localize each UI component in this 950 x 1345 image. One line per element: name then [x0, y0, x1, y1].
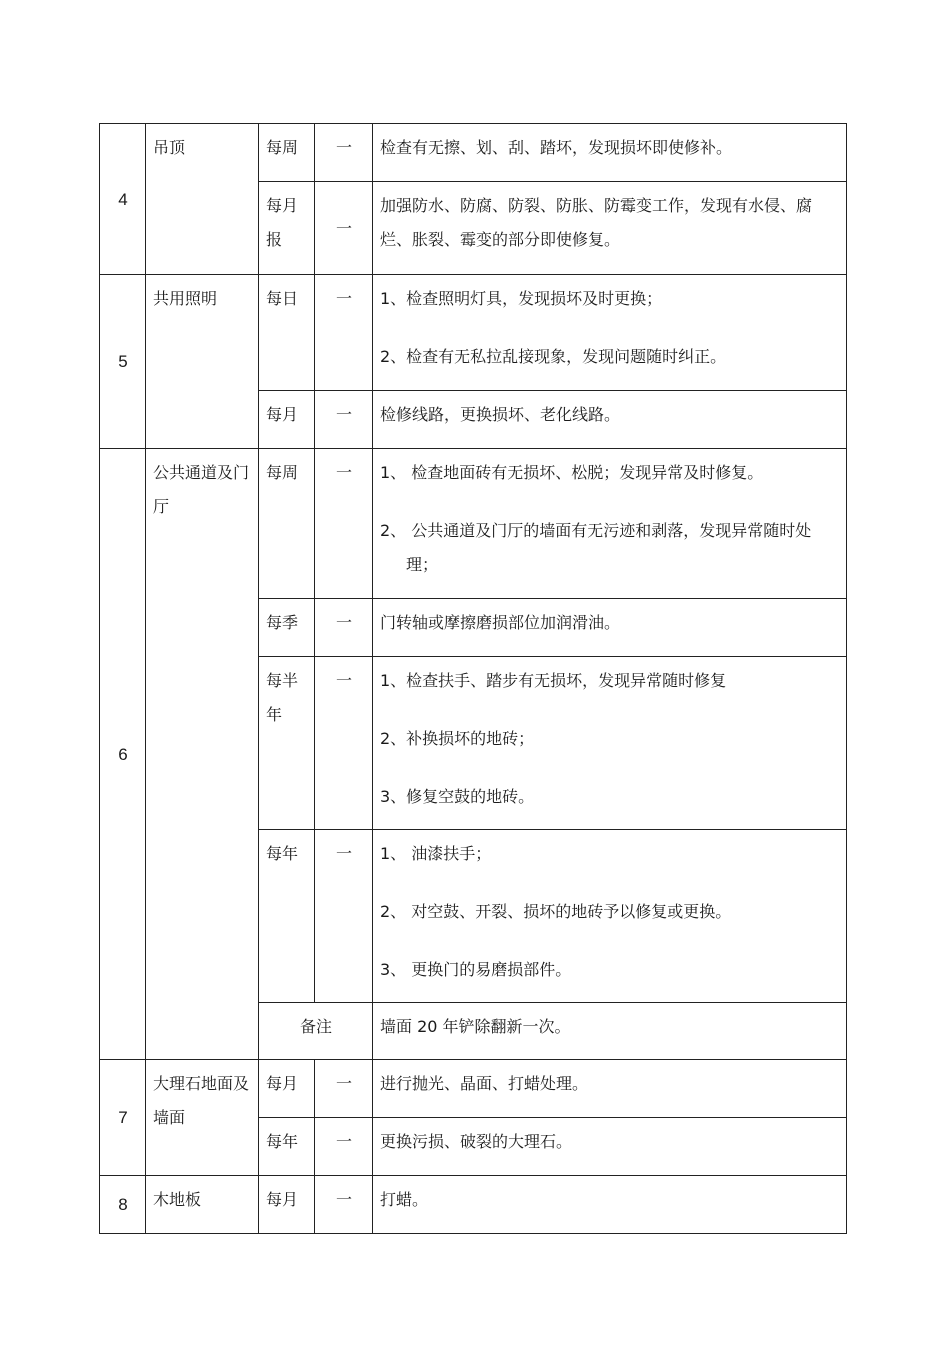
mark: 一	[315, 1060, 373, 1118]
item-name: 木地板	[146, 1176, 259, 1234]
frequency: 每季	[259, 599, 315, 657]
row-number: 6	[100, 449, 146, 1060]
content	[373, 830, 847, 1003]
mark: 一	[315, 182, 373, 275]
item-name: 吊顶	[146, 124, 259, 275]
content	[373, 275, 847, 391]
table-row	[100, 449, 847, 599]
mark: 一	[315, 657, 373, 830]
content-line: 打蜡。	[380, 1190, 429, 1209]
frequency: 每月报	[259, 182, 315, 275]
content	[373, 1060, 847, 1118]
mark: 一	[315, 449, 373, 599]
content-line: 1、检查扶手、踏步有无损坏，发现异常随时修复	[380, 671, 727, 690]
frequency: 每年	[259, 1118, 315, 1176]
note-content: 墙面 20 年铲除翻新一次。	[373, 1003, 847, 1060]
item-name: 大理石地面及墙面	[146, 1060, 259, 1176]
frequency: 每年	[259, 830, 315, 1003]
frequency: 每半年	[259, 657, 315, 830]
content	[373, 1118, 847, 1176]
mark: 一	[315, 830, 373, 1003]
content-line: 3、修复空鼓的地砖。	[380, 787, 535, 806]
frequency: 每月	[259, 1176, 315, 1234]
content	[373, 182, 847, 275]
content	[373, 124, 847, 182]
content	[373, 1176, 847, 1234]
content-line: 2、检查有无私拉乱接现象，发现问题随时纠正。	[380, 347, 727, 366]
content	[373, 599, 847, 657]
content-line: 更换污损、破裂的大理石。	[380, 1132, 573, 1151]
row-number: 7	[100, 1060, 146, 1176]
note-label: 备注	[259, 1003, 373, 1060]
content-line: 2、 公共通道及门厅的墙面有无污迹和剥落，发现异常随时处理；	[380, 521, 812, 574]
content-line: 进行抛光、晶面、打蜡处理。	[380, 1074, 589, 1093]
content-line: 检查有无擦、划、刮、踏坏，发现损坏即使修补。	[380, 138, 733, 157]
content-line: 1、 检查地面砖有无损坏、松脱；发现异常及时修复。	[380, 463, 764, 482]
row-number: 5	[100, 275, 146, 449]
frequency: 每周	[259, 449, 315, 599]
content-line: 加强防水、防腐、防裂、防胀、防霉变工作，发现有水侵、腐烂、胀裂、霉变的部分即使修复。	[380, 196, 813, 249]
content-line: 检修线路，更换损坏、老化线路。	[380, 405, 621, 424]
table-row	[100, 1176, 847, 1234]
mark: 一	[315, 275, 373, 391]
frequency: 每日	[259, 275, 315, 391]
frequency: 每月	[259, 391, 315, 449]
table-row	[100, 275, 847, 391]
content-line: 1、 油漆扶手；	[380, 844, 492, 863]
item-name: 共用照明	[146, 275, 259, 449]
mark: 一	[315, 124, 373, 182]
content-line: 3、 更换门的易磨损部件。	[380, 960, 572, 979]
mark: 一	[315, 1176, 373, 1234]
table-row	[100, 124, 847, 182]
row-number: 8	[100, 1176, 146, 1234]
content	[373, 449, 847, 599]
content-line: 2、补换损坏的地砖；	[380, 729, 535, 748]
row-number: 4	[100, 124, 146, 275]
content-line: 门转轴或摩擦磨损部位加润滑油。	[380, 613, 621, 632]
mark: 一	[315, 599, 373, 657]
frequency: 每周	[259, 124, 315, 182]
table-row	[100, 1060, 847, 1118]
content-line: 2、 对空鼓、开裂、损坏的地砖予以修复或更换。	[380, 902, 732, 921]
mark: 一	[315, 391, 373, 449]
item-name: 公共通道及门厅	[146, 449, 259, 1060]
content	[373, 657, 847, 830]
frequency: 每月	[259, 1060, 315, 1118]
maintenance-table	[99, 123, 847, 1234]
content	[373, 391, 847, 449]
mark: 一	[315, 1118, 373, 1176]
content-line: 1、检查照明灯具，发现损坏及时更换；	[380, 289, 663, 308]
